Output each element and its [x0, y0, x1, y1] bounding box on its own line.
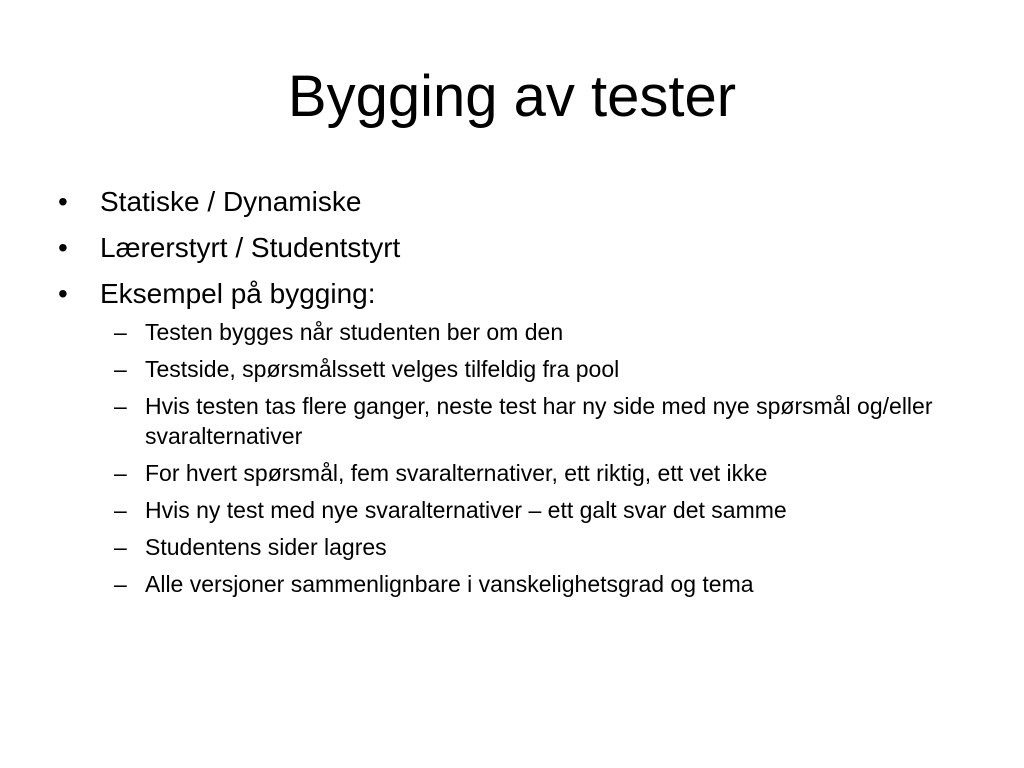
sub-bullet-text: Alle versjoner sammenlignbare i vanskelighetsgrad og tema [145, 571, 754, 597]
dash-icon: – [114, 571, 127, 597]
sub-bullet-text: Testside, spørsmålssett velges tilfeldig fra pool [145, 356, 620, 382]
sub-bullet-text: For hvert spørsmål, fem svaralternativer, ett riktig, ett vet ikke [145, 460, 768, 486]
bullet-item [58, 229, 988, 267]
sub-bullet-item [58, 532, 988, 562]
sub-bullet-text: Studentens sider lagres [145, 534, 387, 560]
sub-bullet-item [58, 317, 988, 347]
sub-bullet-text: Hvis testen tas flere ganger, neste test har ny side med nye spørsmål og/eller svaralternativer [145, 393, 933, 449]
dash-icon: – [114, 534, 127, 560]
bullet-item [58, 275, 988, 599]
dash-icon: – [114, 319, 127, 345]
bullet-text: Statiske / Dynamiske [100, 186, 362, 217]
sub-bullet-item [58, 458, 988, 488]
sub-bullet-item [58, 354, 988, 384]
sub-bullet-item [58, 569, 988, 599]
bullet-icon: • [58, 278, 68, 309]
dash-icon: – [114, 497, 127, 523]
bullet-item [58, 183, 988, 221]
sub-bullet-item [58, 495, 988, 525]
bullet-text: Lærerstyrt / Studentstyrt [100, 232, 401, 263]
bullet-text: Eksempel på bygging: [100, 278, 376, 309]
sub-bullet-item [58, 391, 988, 451]
sub-bullet-list [58, 317, 988, 599]
sub-bullet-text: Hvis ny test med nye svaralternativer – ett galt svar det samme [145, 497, 787, 523]
dash-icon: – [114, 460, 127, 486]
bullet-icon: • [58, 232, 68, 263]
sub-bullet-text: Testen bygges når studenten ber om den [145, 319, 564, 345]
dash-icon: – [114, 393, 127, 419]
bullet-icon: • [58, 186, 68, 217]
bullet-list [58, 183, 988, 599]
slide-title: Bygging av tester [287, 64, 737, 129]
dash-icon: – [114, 356, 127, 382]
slide-content [58, 183, 988, 607]
